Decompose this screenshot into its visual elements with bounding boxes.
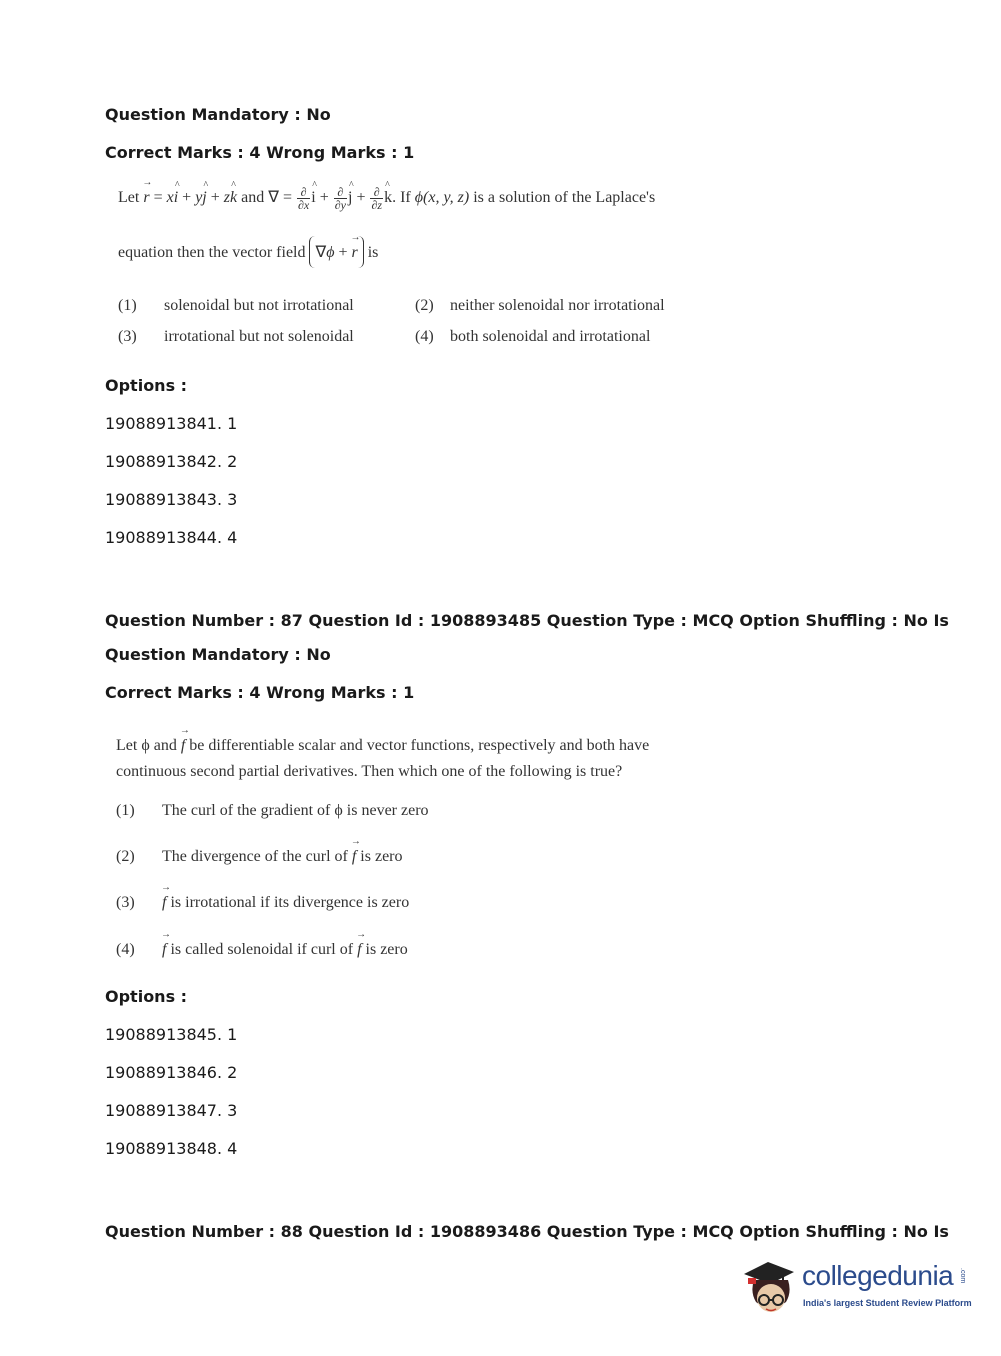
collegedunia-logo bbox=[742, 1252, 972, 1322]
choice-number: (1) bbox=[118, 297, 137, 314]
option-item: 19088913845. 1 bbox=[105, 1025, 238, 1044]
stem-math: ϕ(x, y, z) bbox=[414, 189, 470, 207]
option-item: 19088913846. 2 bbox=[105, 1063, 238, 1082]
question-mandatory: Question Mandatory : No bbox=[105, 105, 331, 124]
stem-text: is bbox=[367, 244, 379, 261]
choice-number: (2) bbox=[116, 848, 135, 865]
stem-text: . If bbox=[392, 189, 411, 207]
stem-text: is a solution of the Laplace's bbox=[473, 189, 656, 207]
choice-text: neither solenoidal nor irrotational bbox=[450, 297, 665, 314]
choice-text: irrotational but not solenoidal bbox=[164, 328, 354, 345]
question-header: Question Number : 87 Question Id : 1908893485 Question Type : MCQ Option Shuffling : No Is bbox=[105, 611, 949, 630]
stem-text: Let bbox=[118, 189, 140, 207]
stem-text: continuous second partial derivatives. Then which one of the following is true? bbox=[116, 763, 623, 780]
mascot-icon bbox=[742, 1252, 802, 1322]
stem-text: be differentiable scalar and vector functions, respectively and both have bbox=[189, 737, 650, 754]
stem-text: Let ϕ and bbox=[116, 737, 177, 754]
option-item: 19088913848. 4 bbox=[105, 1139, 238, 1158]
option-item: 19088913841. 1 bbox=[105, 414, 238, 433]
choice-text: solenoidal but not irrotational bbox=[164, 297, 354, 314]
choice-text: is zero bbox=[365, 941, 408, 958]
options-label: Options : bbox=[105, 987, 188, 1006]
logo-name: collegedunia bbox=[802, 1260, 954, 1291]
choice-text: The divergence of the curl of bbox=[162, 848, 348, 865]
choice-number: (4) bbox=[116, 941, 135, 958]
choice-text: both solenoidal and irrotational bbox=[450, 328, 651, 345]
options-label: Options : bbox=[105, 376, 188, 395]
stem-text: and bbox=[241, 189, 265, 207]
choice-text: The curl of the gradient of ϕ is never zero bbox=[162, 802, 429, 819]
choice-number: (1) bbox=[116, 802, 135, 819]
option-item: 19088913843. 3 bbox=[105, 490, 238, 509]
option-item: 19088913847. 3 bbox=[105, 1101, 238, 1120]
choice-number: (2) bbox=[415, 297, 434, 314]
choice-text: is zero bbox=[360, 848, 403, 865]
question-marks: Correct Marks : 4 Wrong Marks : 1 bbox=[105, 143, 415, 162]
choice-text: is irrotational if its divergence is zero bbox=[170, 894, 410, 911]
choice-number: (3) bbox=[116, 894, 135, 911]
stem-text: equation then the vector field bbox=[118, 244, 306, 261]
choice-number: (4) bbox=[415, 328, 434, 345]
question-mandatory: Question Mandatory : No bbox=[105, 645, 331, 664]
logo-suffix: .com bbox=[959, 1268, 966, 1284]
question-marks: Correct Marks : 4 Wrong Marks : 1 bbox=[105, 683, 415, 702]
choice-number: (3) bbox=[118, 328, 137, 345]
question-header: Question Number : 88 Question Id : 1908893486 Question Type : MCQ Option Shuffling : No Is bbox=[105, 1222, 949, 1241]
logo-tagline: India's largest Student Review Platform bbox=[803, 1298, 972, 1308]
option-item: 19088913842. 2 bbox=[105, 452, 238, 471]
option-item: 19088913844. 4 bbox=[105, 528, 238, 547]
choice-text: is called solenoidal if curl of bbox=[170, 941, 354, 958]
